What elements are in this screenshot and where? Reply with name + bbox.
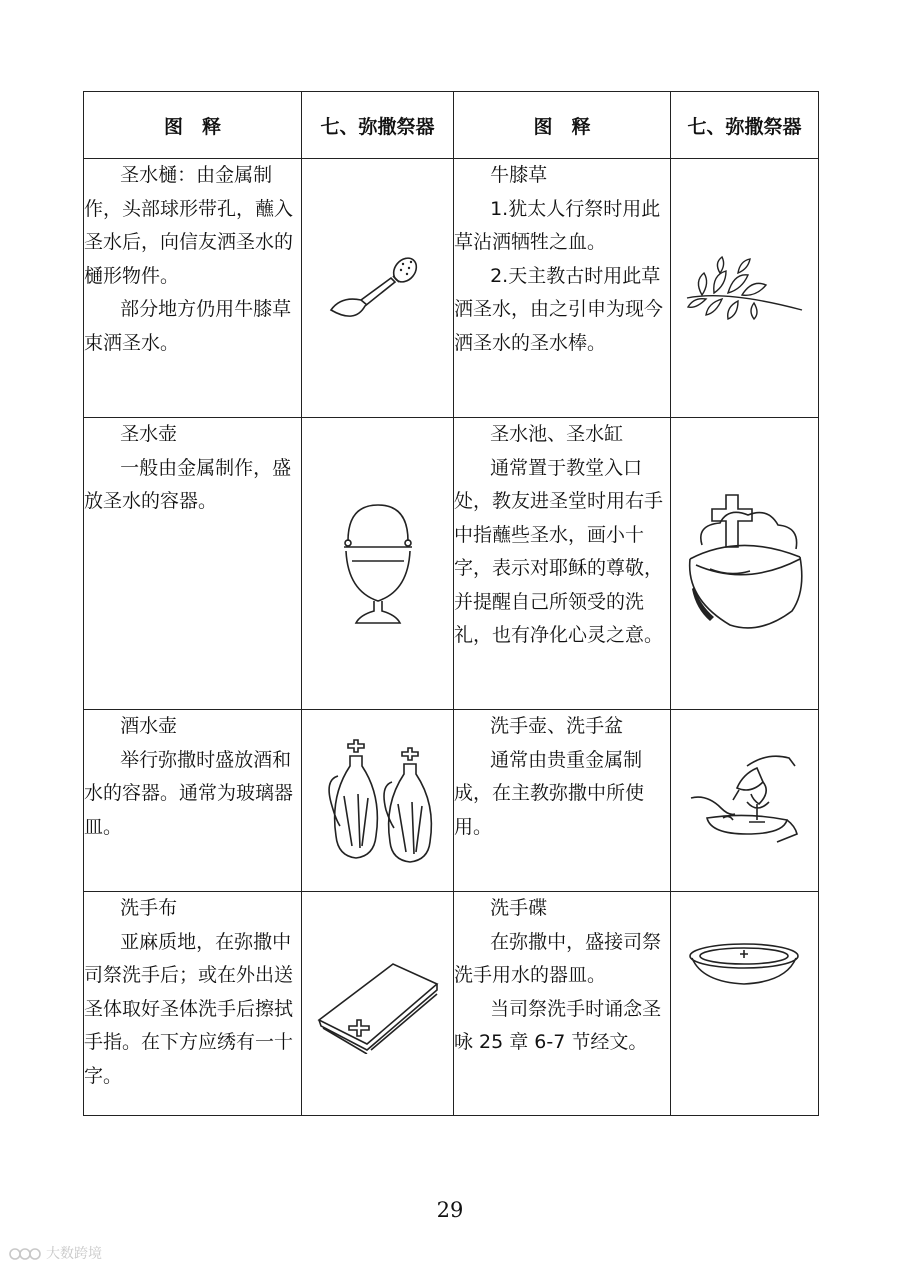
hyssop-branch-icon: [682, 253, 807, 323]
watermark-logo-icon: [8, 1244, 42, 1262]
holy-water-bucket-icon: [338, 499, 418, 629]
vessels-table: [83, 91, 819, 1116]
watermark: [8, 1243, 102, 1263]
description-cell: [454, 892, 671, 1116]
description-cell: [454, 418, 671, 710]
description-cell: [84, 710, 302, 892]
description-cell: [454, 710, 671, 892]
description-text: 亚麻质地，在弥撒中司祭洗手后；或在外出送圣体取好圣体洗手后擦拭手指。在下方应绣有一十字。: [84, 930, 294, 1087]
holy-water-font-icon: [682, 489, 807, 639]
description-text: 当司祭洗手时诵念圣咏 25 章 6-7 节经文。: [454, 997, 662, 1053]
image-cell: [302, 159, 454, 418]
description-cell: [84, 159, 302, 418]
description-text: 洗手壶、洗手盆: [490, 715, 624, 737]
description-text: 洗手碟: [490, 897, 548, 919]
table-row: [84, 418, 819, 710]
description-text: 圣水池、圣水缸: [490, 423, 624, 445]
description-text: 1.犹太人行祭时用此草沾洒牺牲之血。: [454, 197, 661, 253]
description-cell: [84, 892, 302, 1116]
image-cell: [302, 418, 454, 710]
description-text: 一般由金属制作，盛放圣水的容器。: [84, 456, 292, 512]
image-cell: [671, 710, 819, 892]
description-text: 2.天主教古时用此草洒圣水，由之引申为现今洒圣水的圣水棒。: [454, 264, 664, 354]
lavabo-ewer-basin-icon: [687, 746, 802, 856]
aspergillum-icon: [323, 248, 433, 328]
image-cell: [671, 418, 819, 710]
image-cell: [302, 892, 454, 1116]
image-cell: [302, 710, 454, 892]
description-text: 牛膝草: [490, 164, 548, 186]
page-number: 29: [436, 1198, 464, 1222]
description-text: 圣水樋：由金属制作，头部球形带孔，蘸入圣水后，向信友洒圣水的樋形物件。: [84, 164, 294, 287]
description-text: 举行弥撒时盛放酒和水的容器。通常为玻璃器皿。: [84, 748, 294, 838]
table-row: [84, 892, 819, 1116]
description-text: 通常置于教堂入口处，教友进圣堂时用右手中指蘸些圣水，画小十字，表示对耶稣的尊敬，并提醒自己所领受的洗礼，也有净化心灵之意。: [454, 456, 664, 646]
description-cell: [454, 159, 671, 418]
description-text: 部分地方仍用牛膝草束洒圣水。: [84, 298, 292, 354]
lavabo-towel-icon: [313, 954, 443, 1054]
description-text: 洗手布: [120, 897, 178, 919]
watermark-text: 大数跨境: [46, 1246, 102, 1262]
lavabo-dish-icon: [687, 938, 802, 998]
header-col-description-1: 图 释: [84, 92, 302, 159]
header-col-description-2: 图 释: [454, 92, 671, 159]
description-text: 在弥撒中，盛接司祭洗手用水的器皿。: [454, 930, 662, 986]
description-text: 通常由贵重金属制成，在主教弥撒中所使用。: [454, 748, 645, 838]
description-text: 圣水壶: [120, 423, 178, 445]
table-row: [84, 710, 819, 892]
table-header-row: [84, 92, 819, 159]
header-col-image-1: 七、弥撒祭器: [302, 92, 454, 159]
cruets-icon: [318, 736, 438, 866]
header-col-image-2: 七、弥撒祭器: [671, 92, 819, 159]
table-row: [84, 159, 819, 418]
description-text: 酒水壶: [120, 715, 178, 737]
image-cell: [671, 159, 819, 418]
description-cell: [84, 418, 302, 710]
image-cell: [671, 892, 819, 1116]
